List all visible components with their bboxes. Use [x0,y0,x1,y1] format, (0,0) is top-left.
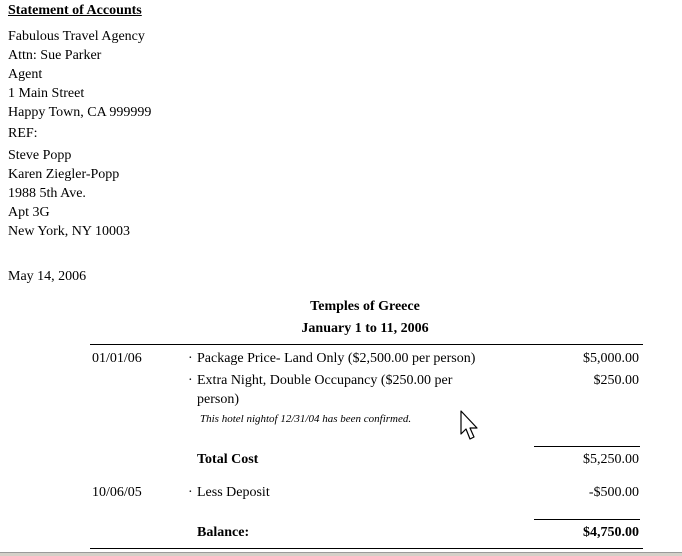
table-top-rule [90,344,643,345]
line-date: 10/06/05 [92,485,142,500]
recipient-role: Agent [8,67,43,82]
line-description: Package Price- Land Only ($2,500.00 per person) [197,351,476,366]
line-amount: $5,000.00 [583,351,639,366]
ref-name-2: Karen Ziegler-Popp [8,167,120,182]
line-amount: -$500.00 [588,485,639,500]
bullet: · [188,351,193,366]
recipient-company: Fabulous Travel Agency [8,29,145,44]
subtotal-rule [534,446,640,447]
balance-rule [534,519,640,520]
table-bottom-rule [90,548,643,549]
ref-name-1: Steve Popp [8,148,72,163]
line-description: Extra Night, Double Occupancy ($250.00 per [197,373,453,388]
mouse-cursor-icon [460,410,482,442]
ref-city: New York, NY 10003 [8,224,130,239]
recipient-street: 1 Main Street [8,86,85,101]
bullet: · [188,485,193,500]
line-amount: $250.00 [593,373,639,388]
balance-amount: $4,750.00 [583,525,639,540]
ref-apt: Apt 3G [8,205,50,220]
total-cost-amount: $5,250.00 [583,452,639,467]
line-note: This hotel nightof 12/31/04 has been confirmed. [200,413,412,425]
total-cost-label: Total Cost [197,452,259,467]
ref-label: REF: [8,126,38,141]
statement-date: May 14, 2006 [8,269,87,284]
recipient-city: Happy Town, CA 999999 [8,105,152,120]
trip-dates: January 1 to 11, 2006 [301,321,429,336]
bullet: · [188,373,193,388]
recipient-attn: Attn: Sue Parker [8,48,102,63]
trip-name: Temples of Greece [310,299,420,314]
line-date: 01/01/06 [92,351,142,366]
line-description: Less Deposit [197,485,270,500]
balance-label: Balance: [197,525,250,540]
statement-title: Statement of Accounts [8,3,142,18]
window-bottom-edge [0,552,682,556]
ref-street: 1988 5th Ave. [8,186,86,201]
line-description-cont: person) [197,392,239,407]
